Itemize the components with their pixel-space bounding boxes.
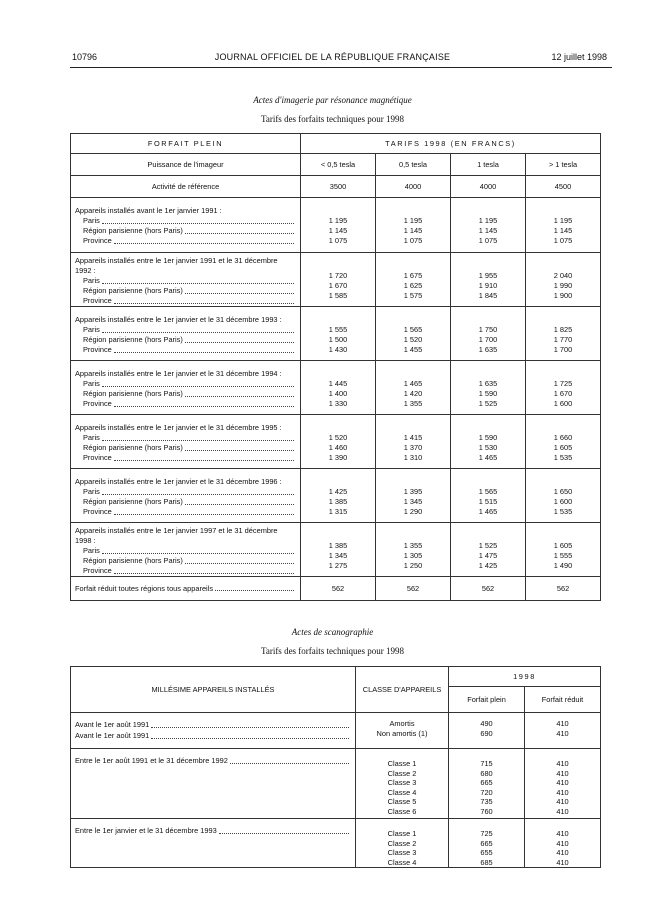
tariff-value: 1 345 (328, 550, 348, 560)
reduit-value: 410 (556, 806, 569, 816)
tariff-value: 1 195 (403, 216, 423, 225)
tariff-cell (451, 361, 526, 415)
group-label-cell (71, 253, 301, 307)
activite-value: 4000 (451, 176, 526, 198)
tariff-value: 1 670 (553, 388, 573, 398)
tariff-group-row (71, 469, 601, 523)
tariff-value: 2 040 (553, 270, 573, 280)
tariff-value: 1 475 (478, 550, 498, 560)
group-heading: Appareils installés entre le 1er janvier et le 31 décembre 1993 : (75, 314, 282, 324)
forfait-reduit-value: 562 (376, 577, 451, 601)
tariff-group-row (71, 523, 601, 577)
tariff-cell (376, 523, 451, 577)
plein-value: 665 (480, 838, 493, 848)
tariff-value: 1 555 (328, 324, 348, 334)
period-cell (71, 713, 356, 749)
tariff-cell (376, 415, 451, 469)
tariff-value: 1 520 (403, 334, 423, 344)
scanner-row (71, 819, 601, 868)
group-label-cell (71, 361, 301, 415)
region-label: Province (75, 236, 296, 246)
tariff-value: 1 075 (553, 236, 573, 245)
region-label: Paris (75, 487, 296, 497)
class-label: Classe 4 (387, 857, 417, 867)
forfait-reduit-value: 562 (451, 577, 526, 601)
tariff-cell (451, 469, 526, 523)
reduit-value: 410 (556, 829, 569, 838)
class-label: Classe 2 (387, 768, 417, 778)
tariff-cell (376, 361, 451, 415)
class-label: Classe 1 (387, 829, 417, 838)
region-label: Paris (75, 325, 296, 335)
tariff-cell (301, 469, 376, 523)
region-label: Région parisienne (hors Paris) (75, 286, 296, 296)
millesime-header: MILLÉSIME APPAREILS INSTALLÉS (71, 667, 356, 713)
tariff-group-row (71, 198, 601, 253)
tariff-value: 1 565 (478, 486, 498, 496)
reduit-value-cell (525, 819, 601, 868)
forfait-plein-header: FORFAIT PLEIN (71, 134, 301, 154)
class-label: Non amortis (1) (376, 728, 428, 738)
tariff-cell (526, 361, 601, 415)
forfait-reduit-value: 562 (301, 577, 376, 601)
tariff-value: 1 515 (478, 496, 498, 506)
region-label: Région parisienne (hors Paris) (75, 497, 296, 507)
tariff-group-row (71, 361, 601, 415)
tariff-cell (301, 415, 376, 469)
tariff-value: 1 075 (328, 236, 348, 245)
plein-value: 655 (480, 848, 493, 857)
plein-value: 760 (480, 806, 493, 816)
period-label: Entre le 1er janvier et le 31 décembre 1993 (75, 825, 351, 836)
region-label: Paris (75, 433, 296, 443)
region-label: Paris (75, 546, 296, 556)
plein-value: 720 (480, 787, 493, 797)
reduit-value: 410 (556, 768, 569, 778)
class-label: Amortis (389, 719, 415, 728)
tariff-value: 1 845 (478, 290, 498, 300)
puissance-value: 1 tesla (451, 154, 526, 176)
tariff-value: 1 425 (328, 486, 348, 496)
tariff-value: 1 650 (553, 486, 573, 496)
tariff-value: 1 290 (403, 506, 423, 516)
section1-title: Actes d'imagerie par résonance magnétique (253, 95, 412, 105)
reduit-value: 410 (556, 797, 569, 806)
tariff-cell (526, 253, 601, 307)
tariff-value: 1 990 (553, 280, 573, 290)
tariff-cell (301, 307, 376, 361)
plein-value: 490 (480, 719, 493, 728)
tariff-value: 1 725 (553, 378, 573, 388)
plein-value: 685 (480, 857, 493, 867)
tariff-cell (526, 415, 601, 469)
tariff-value: 1 490 (553, 560, 573, 570)
tariff-value: 1 555 (553, 550, 573, 560)
forfait-plein-header: Forfait plein (449, 687, 525, 713)
class-label: Classe 4 (387, 787, 417, 797)
year-header: 1998 (449, 667, 601, 687)
tariff-value: 1 565 (403, 324, 423, 334)
tariff-cell (451, 307, 526, 361)
region-label: Région parisienne (hors Paris) (75, 389, 296, 399)
tariff-value: 1 315 (328, 506, 348, 516)
tariff-cell (301, 198, 376, 253)
tariff-value: 1 825 (553, 324, 573, 334)
tariff-value: 1 700 (553, 344, 573, 354)
tariff-value: 1 460 (328, 442, 348, 452)
tariff-value: 1 635 (478, 344, 498, 354)
tarifs-header: TARIFS 1998 (EN FRANCS) (301, 134, 601, 154)
group-heading: Appareils installés entre le 1er janvier 1991 et le 31 décembre 1992 : (75, 255, 278, 275)
tariff-value: 1 520 (328, 432, 348, 442)
group-label-cell (71, 415, 301, 469)
tariff-value: 1 530 (478, 442, 498, 452)
group-heading: Appareils installés avant le 1er janvier 1991 : (75, 206, 222, 215)
tariff-value: 1 900 (553, 290, 573, 300)
reduit-value: 410 (556, 719, 569, 728)
tariff-value: 1 355 (403, 540, 423, 550)
activite-value: 4500 (526, 176, 601, 198)
reduit-value: 410 (556, 848, 569, 857)
period-cell (71, 749, 356, 819)
region-label: Province (75, 507, 296, 517)
group-heading: Appareils installés entre le 1er janvier et le 31 décembre 1995 : (75, 422, 282, 432)
activite-label: Activité de référence (71, 176, 301, 198)
tariff-value: 1 465 (403, 378, 423, 388)
tariff-value: 1 430 (328, 344, 348, 354)
plein-value: 735 (480, 797, 493, 806)
tariff-value: 1 465 (478, 506, 498, 516)
activite-value: 4000 (376, 176, 451, 198)
group-label-cell (71, 198, 301, 253)
tariff-value: 1 395 (403, 486, 423, 496)
tariff-cell (301, 523, 376, 577)
region-label: Province (75, 345, 296, 355)
tariff-value: 1 445 (328, 378, 348, 388)
group-label-cell (71, 469, 301, 523)
tariff-cell (526, 198, 601, 253)
class-label: Classe 3 (387, 848, 417, 857)
region-label: Région parisienne (hors Paris) (75, 335, 296, 345)
tariff-value: 1 575 (403, 290, 423, 300)
tariff-value: 1 535 (553, 452, 573, 462)
region-label: Province (75, 566, 296, 576)
region-label: Région parisienne (hors Paris) (75, 226, 296, 236)
tariff-value: 1 415 (403, 432, 423, 442)
tariff-cell (451, 415, 526, 469)
reduit-value: 410 (556, 778, 569, 787)
group-heading: Appareils installés entre le 1er janvier et le 31 décembre 1996 : (75, 476, 282, 486)
reduit-value: 410 (556, 759, 569, 768)
tariff-cell (376, 307, 451, 361)
tariff-value: 1 465 (478, 452, 498, 462)
tariff-cell (526, 307, 601, 361)
classe-header: CLASSE D'APPAREILS (356, 667, 449, 713)
tariff-value: 1 145 (478, 226, 498, 235)
region-label: Paris (75, 216, 296, 226)
tariff-value: 1 910 (478, 280, 498, 290)
plein-value: 715 (480, 759, 493, 768)
period-label: Avant le 1er août 1991 (75, 730, 351, 741)
plein-value-cell (449, 749, 525, 819)
plein-value: 665 (480, 778, 493, 787)
period-label: Avant le 1er août 1991 (75, 719, 351, 730)
tariff-value: 1 385 (328, 540, 348, 550)
reduit-value: 410 (556, 857, 569, 867)
tariff-cell (451, 198, 526, 253)
page-number: 10796 (72, 52, 98, 62)
tariff-cell (376, 198, 451, 253)
forfait-reduit-header: Forfait réduit (525, 687, 601, 713)
tariff-value: 1 500 (328, 334, 348, 344)
puissance-label: Puissance de l'imageur (71, 154, 301, 176)
region-label: Région parisienne (hors Paris) (75, 443, 296, 453)
tariff-value: 1 455 (403, 344, 423, 354)
class-label: Classe 5 (387, 797, 417, 806)
tariff-cell (301, 361, 376, 415)
reduit-value: 410 (556, 787, 569, 797)
tariff-value: 1 590 (478, 432, 498, 442)
irm-tariff-table (70, 133, 601, 601)
reduit-value-cell (525, 713, 601, 749)
tariff-cell (301, 253, 376, 307)
class-label: Classe 2 (387, 838, 417, 848)
tariff-value: 1 370 (403, 442, 423, 452)
tariff-cell (376, 253, 451, 307)
page-header (0, 50, 665, 64)
tariff-value: 1 670 (328, 280, 348, 290)
puissance-value: > 1 tesla (526, 154, 601, 176)
tariff-value: 1 525 (478, 540, 498, 550)
scanner-tariff-table (70, 666, 601, 868)
period-cell (71, 819, 356, 868)
tariff-value: 1 525 (478, 398, 498, 408)
class-label-cell (356, 749, 449, 819)
activite-value: 3500 (301, 176, 376, 198)
tariff-value: 1 145 (328, 226, 348, 235)
class-label-cell (356, 819, 449, 868)
journal-title: JOURNAL OFFICIEL DE LA RÉPUBLIQUE FRANÇAISE (214, 52, 451, 62)
region-label: Province (75, 453, 296, 463)
tariff-cell (451, 523, 526, 577)
tariff-value: 1 625 (403, 280, 423, 290)
tariff-value: 1 605 (553, 442, 573, 452)
tariff-value: 1 310 (403, 452, 423, 462)
puissance-value: < 0,5 tesla (301, 154, 376, 176)
plein-value: 680 (480, 768, 493, 778)
tariff-value: 1 345 (403, 496, 423, 506)
plein-value-cell (449, 713, 525, 749)
puissance-value: 0,5 tesla (376, 154, 451, 176)
tariff-cell (451, 253, 526, 307)
tariff-value: 1 750 (478, 324, 498, 334)
tariff-value: 1 075 (478, 236, 498, 245)
section1-subtitle: Tarifs des forfaits techniques pour 1998 (260, 114, 405, 124)
class-label: Classe 1 (387, 759, 417, 768)
forfait-reduit-label: Forfait réduit toutes régions tous appareils (71, 577, 301, 601)
section2-title: Actes de scanographie (291, 627, 374, 637)
reduit-value-cell (525, 749, 601, 819)
region-label: Région parisienne (hors Paris) (75, 556, 296, 566)
tariff-value: 1 600 (553, 398, 573, 408)
tariff-value: 1 590 (478, 388, 498, 398)
class-label: Classe 3 (387, 778, 417, 787)
region-label: Province (75, 296, 296, 306)
group-heading: Appareils installés entre le 1er janvier 1997 et le 31 décembre 1998 : (75, 525, 278, 545)
issue-date: 12 juillet 1998 (551, 52, 607, 62)
tariff-value: 1 195 (328, 216, 348, 225)
reduit-value: 410 (556, 728, 569, 738)
tariff-value: 1 425 (478, 560, 498, 570)
tariff-value: 1 355 (403, 398, 423, 408)
tariff-value: 1 660 (553, 432, 573, 442)
tariff-value: 1 145 (403, 226, 423, 235)
plein-value-cell (449, 819, 525, 868)
tariff-cell (526, 469, 601, 523)
tariff-value: 1 635 (478, 378, 498, 388)
region-label: Paris (75, 379, 296, 389)
period-label: Entre le 1er août 1991 et le 31 décembre 1992 (75, 755, 351, 766)
plein-value: 690 (480, 728, 493, 738)
tariff-cell (526, 523, 601, 577)
tariff-value: 1 075 (403, 236, 423, 245)
group-label-cell (71, 307, 301, 361)
tariff-group-row (71, 253, 601, 307)
tariff-value: 1 275 (328, 560, 348, 570)
reduit-value: 410 (556, 838, 569, 848)
tariff-value: 1 585 (328, 290, 348, 300)
tariff-value: 1 390 (328, 452, 348, 462)
tariff-value: 1 250 (403, 560, 423, 570)
forfait-reduit-value: 562 (526, 577, 601, 601)
tariff-cell (376, 469, 451, 523)
section2-subtitle: Tarifs des forfaits techniques pour 1998 (260, 646, 405, 656)
header-rule (70, 67, 612, 68)
tariff-group-row (71, 307, 601, 361)
tariff-value: 1 700 (478, 334, 498, 344)
group-heading: Appareils installés entre le 1er janvier et le 31 décembre 1994 : (75, 368, 282, 378)
tariff-value: 1 535 (553, 506, 573, 516)
tariff-value: 1 600 (553, 496, 573, 506)
tariff-value: 1 955 (478, 270, 498, 280)
tariff-value: 1 720 (328, 270, 348, 280)
tariff-value: 1 770 (553, 334, 573, 344)
tariff-value: 1 675 (403, 270, 423, 280)
tariff-value: 1 420 (403, 388, 423, 398)
group-label-cell (71, 523, 301, 577)
class-label-cell (356, 713, 449, 749)
tariff-value: 1 145 (553, 226, 573, 235)
region-label: Paris (75, 276, 296, 286)
tariff-value: 1 195 (478, 216, 498, 225)
tariff-value: 1 400 (328, 388, 348, 398)
scanner-row (71, 713, 601, 749)
tariff-value: 1 305 (403, 550, 423, 560)
tariff-value: 1 195 (553, 216, 573, 225)
plein-value: 725 (480, 829, 493, 838)
tariff-value: 1 385 (328, 496, 348, 506)
region-label: Province (75, 399, 296, 409)
class-label: Classe 6 (387, 806, 417, 816)
scanner-row (71, 749, 601, 819)
tariff-value: 1 605 (553, 540, 573, 550)
tariff-group-row (71, 415, 601, 469)
tariff-value: 1 330 (328, 398, 348, 408)
